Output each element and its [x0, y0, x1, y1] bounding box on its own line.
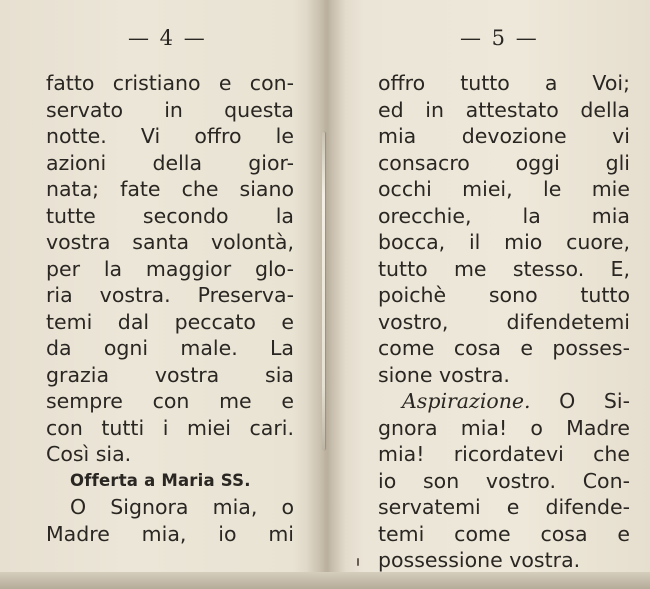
book-spine — [306, 0, 346, 589]
text-line: occhi miei, le mie — [378, 177, 630, 201]
text-line: sione vostra. — [378, 362, 510, 387]
text-line: offro tutto a Voi; — [378, 71, 630, 95]
text-line: da ogni male. La — [46, 336, 294, 360]
text-line: O Signora mia, o — [70, 495, 294, 519]
text-line: nata; fate che siano — [46, 177, 294, 201]
text-line: ria vostra. Preserva- — [46, 283, 294, 307]
text-line: vostra santa volontà, — [46, 230, 294, 254]
right-page-text — [378, 70, 630, 574]
text-line: tutto me stesso. E, — [378, 256, 630, 281]
text-line: io son vostro. Con- — [378, 468, 630, 493]
text-line: Così sia. — [46, 442, 132, 466]
binding-thread — [322, 132, 325, 450]
aspiration-first-rest: O Si- — [559, 389, 630, 413]
text-line: Madre mia, io mi — [46, 521, 294, 546]
text-line: poichè sono tutto — [378, 283, 630, 307]
text-line: mia devozione vi — [378, 124, 630, 148]
text-line: con tutti i miei cari. — [46, 415, 294, 440]
text-line: temi dal peccato e — [46, 309, 294, 334]
text-line: gnora mia! o Madre — [378, 415, 630, 440]
aspiration-line — [378, 388, 630, 415]
text-line: mia! ricordatevi che — [378, 442, 630, 466]
text-line: tutte secondo la — [46, 203, 294, 228]
text-line: bocca, il mio cuore, — [378, 230, 630, 254]
text-line: orecchie, la mia — [378, 203, 630, 228]
text-line: come cosa e posses- — [378, 336, 630, 360]
text-line: servatemi e difende- — [378, 495, 630, 519]
text-line: azioni della gior- — [46, 150, 294, 175]
text-line: ed in attestato della — [378, 97, 630, 122]
text-line: per la maggior glo- — [46, 256, 294, 281]
ink-mark — [357, 558, 359, 566]
text-line: grazia vostra sia — [46, 362, 294, 387]
text-line: notte. Vi offro le — [46, 124, 294, 148]
text-line: servato in questa — [46, 97, 294, 122]
section-heading: Offerta a Maria SS. — [70, 470, 251, 490]
text-line: vostro, difendetemi — [378, 309, 630, 334]
left-page-text — [46, 70, 294, 547]
aspiration-label: Aspirazione. — [402, 389, 531, 413]
page-bottom-edge — [0, 572, 650, 589]
text-line: fatto cristiano e con- — [46, 71, 294, 95]
text-line: temi come cosa e — [378, 521, 630, 546]
page-number-left: — 4 — — [128, 26, 207, 50]
text-line: possessione vostra. — [378, 548, 581, 572]
text-line: sempre con me e — [46, 389, 294, 413]
page-number-right: — 5 — — [460, 26, 539, 50]
text-line: consacro oggi gli — [378, 150, 630, 175]
